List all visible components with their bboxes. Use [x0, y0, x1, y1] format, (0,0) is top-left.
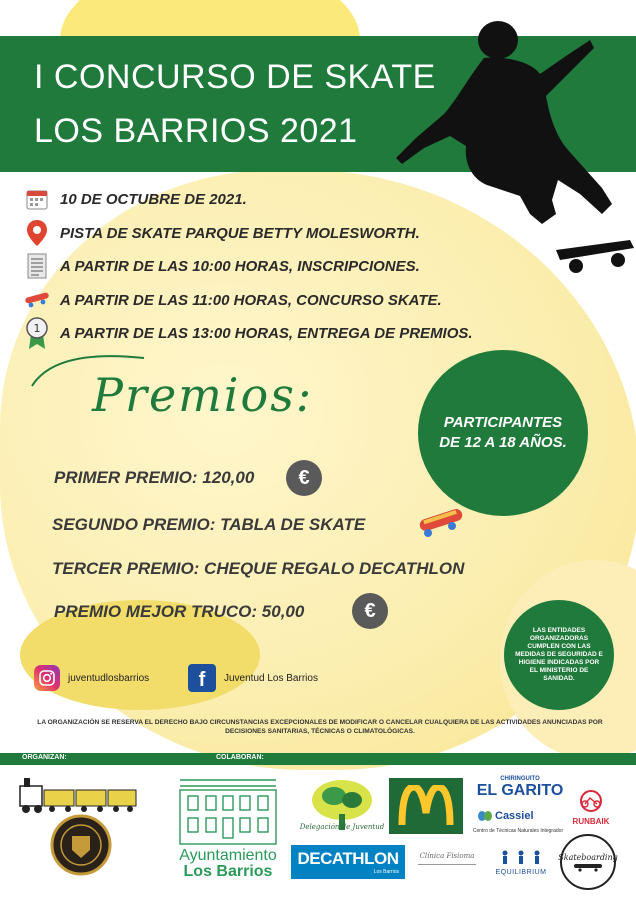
town-hall-building-icon — [172, 776, 284, 846]
prize-text: PRIMER PREMIO: 120,00 — [54, 468, 255, 487]
health-notice-text: LAS ENTIDADES ORGANIZADORAS CUMPLEN CON LAS MEDIDAS DE SEGURIDAD E HIGIENE INDICADAS POR EL MINISTERIO DE SANIDAD. — [515, 627, 603, 682]
footer-bar — [0, 753, 636, 765]
colaboran-label: COLABORAN: — [216, 754, 264, 761]
clinica-logo-text: Clínica Fisioma — [419, 852, 475, 860]
info-row-registration — [24, 253, 420, 279]
document-icon — [24, 253, 50, 279]
location-pin-icon — [24, 220, 50, 246]
clinica-underline — [418, 864, 476, 865]
ayuntamiento-line-1: Ayuntamiento — [179, 847, 277, 864]
prize-best-trick — [54, 602, 304, 622]
ayuntamiento-logo-text — [172, 848, 284, 880]
instagram-link[interactable] — [34, 665, 149, 691]
info-text: A PARTIR DE LAS 10:00 HORAS, INSCRIPCIONES. — [60, 257, 420, 275]
people-icon — [495, 850, 547, 864]
health-notice-badge — [504, 600, 614, 710]
prize-text: PREMIO MEJOR TRUCO: 50,00 — [54, 602, 305, 621]
prize-text: SEGUNDO PREMIO: TABLA DE SKATE — [52, 515, 366, 534]
equilibrium-text: EQUILIBRIUM — [495, 869, 547, 876]
decathlon-text: DECATHLON — [297, 849, 399, 868]
instagram-icon — [34, 665, 60, 691]
euro-icon: € — [352, 593, 388, 629]
prize-text: TERCER PREMIO: CHEQUE REGALO DECATHLON — [52, 559, 465, 578]
decathlon-sub: Los Barrios — [373, 869, 399, 875]
info-text: A PARTIR DE LAS 13:00 HORAS, ENTREGA DE PREMIOS. — [60, 324, 473, 342]
info-text: A PARTIR DE LAS 11:00 HORAS, CONCURSO SKATE. — [60, 291, 442, 309]
facebook-link[interactable] — [188, 664, 318, 692]
info-row-awards — [24, 320, 473, 346]
equilibrium-logo — [490, 850, 552, 876]
prize-third — [52, 559, 464, 579]
calendar-icon — [24, 186, 50, 212]
cassiel-subtitle: Centro de Técnicas Naturales Integrador — [472, 828, 564, 834]
ayuntamiento-line-2: Los Barrios — [183, 863, 273, 880]
skateboard-icon — [416, 506, 466, 540]
butterfly-icon — [478, 810, 492, 822]
skateboard-icon — [573, 862, 603, 872]
facebook-icon: f — [188, 664, 216, 692]
instagram-handle: juventudlosbarrios — [68, 672, 150, 684]
title-line-2: LOS BARRIOS 2021 — [34, 112, 358, 150]
info-text: PISTA DE SKATE PARQUE BETTY MOLESWORTH. — [60, 224, 420, 242]
medal-icon — [24, 320, 50, 346]
info-row-date — [24, 186, 247, 212]
skateboard-icon — [24, 287, 50, 313]
euro-icon: € — [286, 460, 322, 496]
prize-first — [54, 468, 254, 488]
chiringuito-text: CHIRINGUITO — [500, 776, 540, 782]
el-garito-text: EL GARITO — [476, 782, 564, 799]
svg-text:1: 1 — [33, 322, 41, 335]
el-garito-logo — [474, 776, 566, 800]
skateboarding-logo — [560, 834, 616, 890]
info-row-contest — [24, 287, 442, 313]
skateboarding-text: Skateboarding — [558, 852, 618, 862]
mcdonalds-logo — [389, 778, 463, 834]
info-row-location — [24, 220, 420, 246]
title-line-1: I CONCURSO DE SKATE — [34, 58, 436, 96]
train-logo — [16, 774, 140, 816]
participants-line-1: PARTICIPANTES — [443, 414, 563, 431]
runbaik-logo — [570, 790, 612, 826]
bicycle-icon — [576, 790, 606, 812]
cassiel-logo — [478, 810, 564, 822]
delegacion-text: Delegación de Juventud — [299, 823, 385, 831]
prize-second — [52, 515, 365, 535]
disclaimer-text: LA ORGANIZACIÓN SE RESERVA EL DERECHO BAJO CIRCUNSTANCIAS EXCEPCIONALES DE MODIFICAR O CANCELAR CUALQUIERA DE LAS ACTIVIDADES ANUNCIADAS POR DECISIONES SANITARIAS, TÉCNICAS O CLIMATOLÓGICAS. — [37, 719, 603, 735]
info-text: 10 DE OCTUBRE DE 2021. — [60, 190, 247, 208]
facebook-handle: Juventud Los Barrios — [224, 672, 318, 684]
cassiel-text: Cassiel — [495, 810, 534, 822]
premios-swash — [28, 350, 148, 390]
participants-line-2: DE 12 A 18 AÑOS. — [439, 434, 567, 451]
premios-heading: Premios: — [92, 368, 314, 422]
participants-badge — [418, 350, 588, 516]
shield-emblem-logo — [50, 814, 112, 876]
runbaik-text: RUNBAIK — [572, 817, 610, 826]
organizan-label: ORGANIZAN: — [22, 754, 67, 761]
decathlon-logo — [291, 845, 405, 879]
